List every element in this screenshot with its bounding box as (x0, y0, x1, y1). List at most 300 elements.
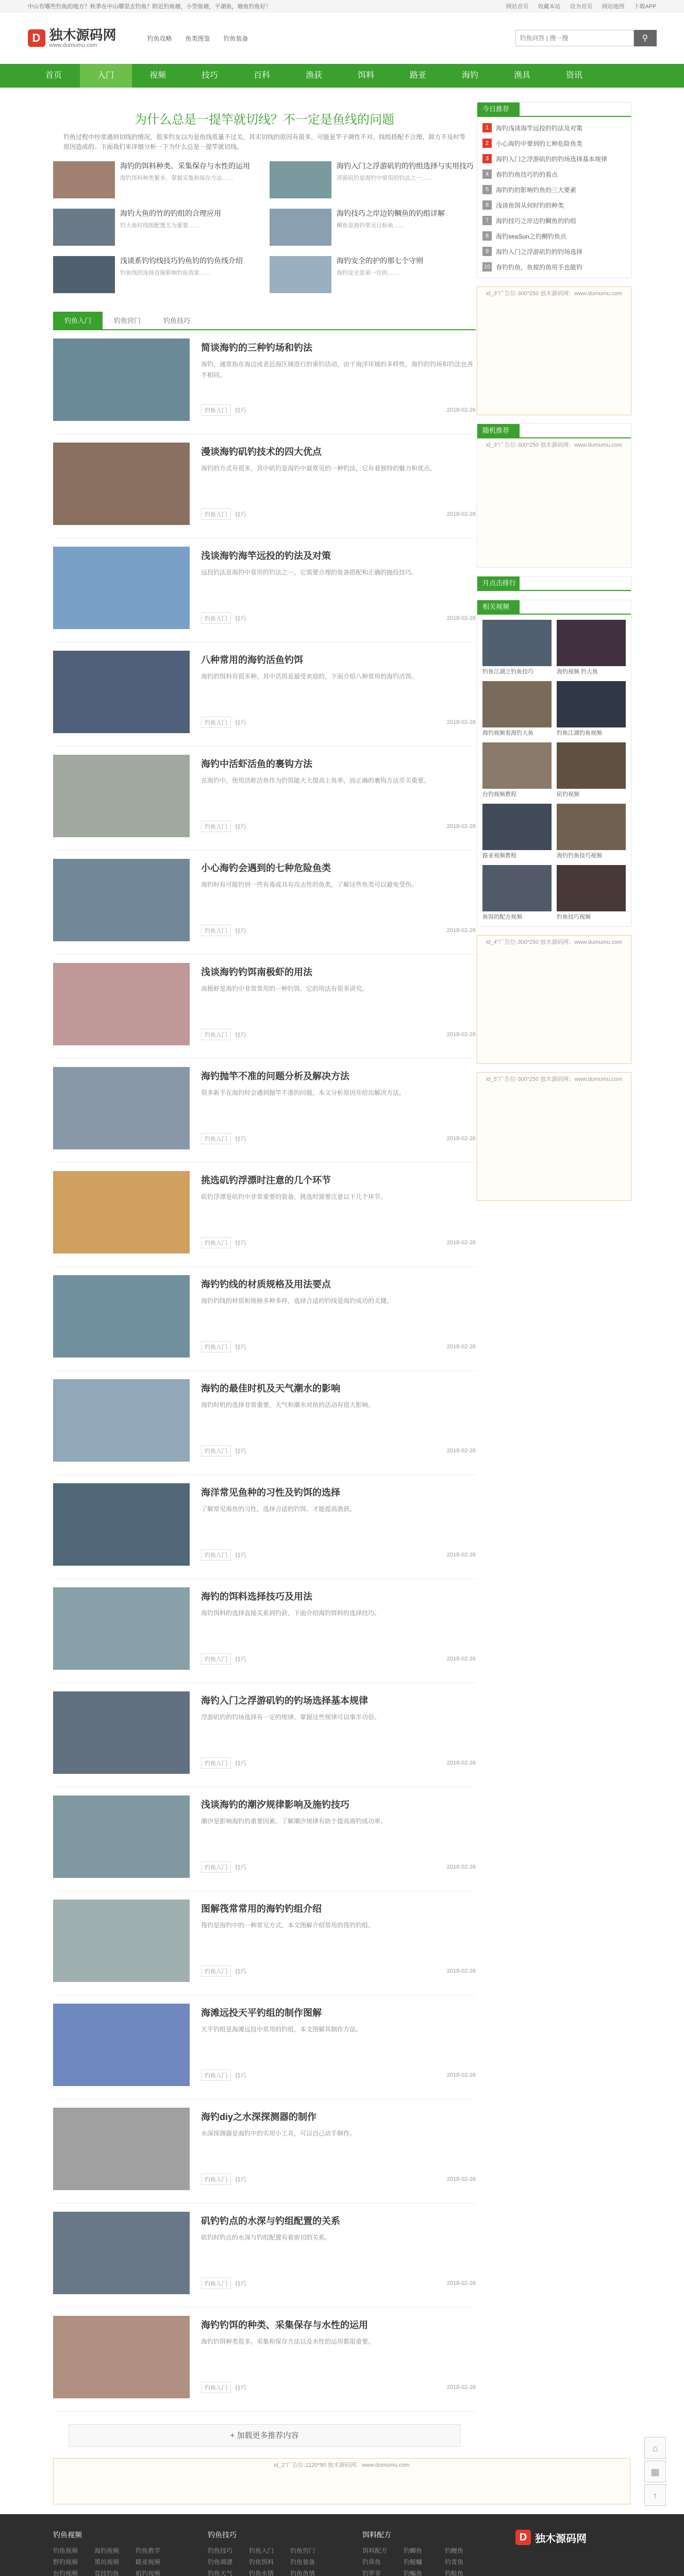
intro-text: 钓鱼过程中经常遇到切线的情况，很多钓友以为是鱼线质量不过关，其实切线的原因有很多，可能是竿子调性不对、线组搭配不合理、卸力不及时等原因造成的。下面我们来详细分析一下为什么总是一提竿就切线。 (63, 133, 466, 150)
hot-item[interactable] (482, 151, 626, 166)
ad-side-4[interactable] (477, 1072, 631, 1201)
article-item[interactable] (53, 538, 476, 642)
footer-link[interactable]: 钓鱼天气 (208, 2570, 233, 2576)
article-item[interactable] (53, 2099, 476, 2204)
article-category[interactable]: 技巧 (235, 1344, 246, 1350)
site-logo[interactable] (28, 28, 116, 48)
article-title[interactable]: 海钓抛竿不准的问题分析及解决方法 (201, 1071, 349, 1081)
tab-intro[interactable]: 钓鱼入门 (53, 312, 103, 329)
article-tag[interactable]: 钓鱼入门 (201, 1133, 231, 1144)
article-title[interactable]: 海滩远投天平钓组的制作图解 (201, 2008, 322, 2018)
video-thumb (557, 742, 626, 789)
article-tag[interactable]: 钓鱼入门 (201, 613, 231, 624)
footer-link[interactable]: 海钓视频 (94, 2547, 120, 2554)
article-category[interactable]: 技巧 (235, 1552, 246, 1558)
footer-link[interactable]: 台钓视频 (53, 2570, 78, 2576)
monthly-box (477, 576, 631, 591)
header-link[interactable]: 鱼类图鉴 (185, 35, 210, 42)
article-date: 2018-02-26 (446, 1344, 476, 1350)
hot-item[interactable] (482, 166, 626, 182)
featured-desc: 海钓安全是第一位的…… (337, 270, 399, 276)
article-category[interactable]: 技巧 (235, 720, 246, 726)
article-category[interactable]: 技巧 (235, 512, 246, 518)
article-title[interactable]: 八种常用的海钓活鱼钓饵 (201, 655, 303, 665)
article-item[interactable] (53, 434, 476, 538)
qrcode-icon[interactable]: ▦ (644, 2461, 666, 2482)
hot-rank: 5 (482, 185, 492, 194)
article-thumb[interactable] (53, 1483, 190, 1566)
video-thumb (557, 681, 626, 727)
article-thumb[interactable] (53, 755, 190, 837)
article-date: 2018-02-26 (446, 1448, 476, 1454)
article-tag[interactable]: 钓鱼入门 (201, 1549, 231, 1561)
article-thumb[interactable] (53, 1795, 190, 1878)
nav-tips[interactable]: 技巧 (201, 71, 218, 80)
article-thumb[interactable] (53, 338, 190, 421)
footer-link[interactable]: 钓鲫鱼 (404, 2547, 423, 2554)
article-tag[interactable]: 钓鱼入门 (201, 2382, 231, 2393)
ad-side-1-text: id_3"广告位-300*250 独木源码网：www.dumumu.com (486, 291, 623, 297)
featured-item[interactable] (53, 209, 259, 247)
hot-item[interactable] (482, 135, 626, 151)
article-date: 2018-02-26 (446, 1968, 476, 1974)
article-date: 2018-02-26 (446, 823, 476, 829)
search-button[interactable] (634, 30, 657, 46)
article-title[interactable]: 海钓diy之水深探测器的制作 (201, 2112, 317, 2122)
featured-title[interactable]: 浅谈系钓钓线技巧钓鱼钓的钓鱼线介绍 (120, 257, 243, 265)
article-desc: 海钓饵料的选择直接关系到钓获，下面介绍海钓饵料的选择技巧。 (201, 1609, 381, 1617)
hot-rank: 7 (482, 216, 492, 225)
article-desc: 了解常见海鱼的习性，选择合适的钓饵，才能提高渔获。 (201, 1505, 356, 1513)
article-date: 2018-02-26 (446, 1240, 476, 1246)
search-icon: ⚲ (642, 34, 648, 43)
video-item[interactable] (557, 804, 626, 860)
article-date: 2018-02-26 (446, 1552, 476, 1558)
article-item[interactable] (53, 1163, 476, 1267)
featured-thumb (270, 161, 331, 198)
article-title[interactable]: 简谈海钓的三种钓场和钓法 (201, 343, 312, 353)
article-item[interactable] (53, 642, 476, 747)
footer-link[interactable]: 钓罗非 (362, 2570, 381, 2576)
hot-item[interactable] (482, 197, 626, 213)
article-date: 2018-02-26 (446, 1656, 476, 1662)
hot-item[interactable] (482, 120, 626, 135)
article-desc: 海钓的饵料有很多种，其中活饵是最受欢迎的，下面介绍八种常用的海钓活饵。 (201, 673, 418, 680)
footer-link[interactable]: 钓鱼鱼情 (290, 2570, 315, 2576)
article-tag[interactable]: 钓鱼入门 (201, 925, 231, 936)
article-title[interactable]: 图解筏常常用的海钓钓组介绍 (201, 1904, 322, 1914)
nav-bait[interactable]: 饵料 (357, 71, 374, 80)
article-item[interactable] (53, 1683, 476, 1787)
article-title[interactable]: 海钓入门之浮游矶钓的钓场选择基本规律 (201, 1696, 368, 1706)
nav-video[interactable]: 视频 (149, 71, 166, 80)
article-thumb[interactable] (53, 651, 190, 733)
article-item[interactable] (53, 1475, 476, 1579)
article-category[interactable]: 技巧 (235, 1865, 246, 1871)
footer-link[interactable]: 钓鱼装备 (290, 2558, 315, 2566)
article-date: 2018-02-26 (446, 927, 476, 934)
footer-column-title: 钓鱼技巧 (208, 2531, 237, 2539)
article-item[interactable] (53, 851, 476, 955)
video-label: 钓鱼技巧视频 (557, 914, 591, 920)
hot-item[interactable] (482, 213, 626, 228)
video-item[interactable] (557, 865, 626, 921)
plus-icon: + (230, 2431, 237, 2440)
home-icon[interactable]: ⌂ (644, 2437, 666, 2459)
tab-tricks[interactable]: 钓鱼窍门 (114, 317, 141, 325)
search-box (515, 30, 657, 46)
nav-catch[interactable]: 渔获 (305, 71, 322, 80)
video-item[interactable] (557, 681, 626, 737)
hot-item-label: 春钓钓鱼，鱼搅的鱼用手也能钓 (496, 263, 583, 271)
article-title[interactable]: 浅谈海钓海竿远投的钓法及对策 (201, 551, 331, 561)
load-more-button[interactable] (69, 2424, 460, 2447)
article-category[interactable]: 技巧 (235, 824, 246, 830)
ad-banner-bottom[interactable] (53, 2458, 630, 2504)
article-desc: 远投钓法是海钓中常用的钓法之一，它需要合理的装备搭配和正确的抛投技巧。 (201, 569, 418, 576)
video-item[interactable] (482, 865, 552, 921)
article-category[interactable]: 技巧 (235, 1032, 246, 1038)
hot-item-label: 海钓技巧之岸边钓鲷鱼的钓组 (496, 217, 577, 225)
hot-rank: 8 (482, 231, 492, 241)
top-link-home[interactable]: 网站首页 (506, 4, 529, 10)
featured-item[interactable] (53, 256, 259, 294)
article-desc: 潮汐是影响海钓的重要因素，了解潮汐规律有助于提高海钓成功率。 (201, 1818, 387, 1825)
video-thumb (557, 620, 626, 666)
article-thumb[interactable] (53, 963, 190, 1045)
footer-link[interactable]: 饵料配方 (362, 2547, 388, 2554)
article-item[interactable] (53, 955, 476, 1059)
article-date: 2018-02-26 (446, 615, 476, 621)
article-title[interactable]: 海钓钓饵的种类、采集保存与水性的运用 (201, 2320, 368, 2330)
article-list (53, 330, 476, 2412)
ad-side-3[interactable] (477, 935, 631, 1064)
footer-link[interactable]: 钓鱼视频 (53, 2547, 78, 2554)
video-thumb (557, 804, 626, 850)
article-title[interactable]: 矶钓钓点的水深与钓组配置的关系 (201, 2216, 340, 2226)
featured-item[interactable] (53, 161, 259, 199)
featured-item[interactable] (270, 161, 476, 199)
article-category[interactable]: 技巧 (235, 616, 246, 622)
video-title: 相关视频 (477, 600, 520, 614)
hot-item[interactable] (482, 228, 626, 244)
ad-side-4-text: id_5"广告位-300*250 独木源码网：www.dumumu.com (486, 1076, 623, 1082)
video-label: 鱼饵的配方视频 (482, 914, 522, 920)
video-label: 台钓视频教程 (482, 791, 516, 798)
footer-link[interactable]: 路亚视频 (136, 2558, 161, 2566)
article-date: 2018-02-26 (446, 2072, 476, 2078)
random-title: 随机推荐 (477, 424, 520, 437)
featured-desc: 浮游矶钓是海钓中常用的钓法之一…… (337, 175, 433, 181)
random-box (477, 423, 631, 568)
article-thumb[interactable] (53, 443, 190, 525)
hot-item-label: 海钓浅谈海竿远投的钓法及对策 (496, 124, 583, 132)
video-label: 钓鱼江湖钓鱼视频 (557, 730, 602, 736)
featured-list (53, 161, 476, 294)
featured-thumb (270, 209, 331, 246)
header (0, 12, 684, 64)
article-date: 2018-02-26 (446, 1760, 476, 1766)
featured-desc: 海钓饵料种类繁多，掌握采集和保存方法…… (120, 175, 233, 181)
article-date: 2018-02-26 (446, 1864, 476, 1870)
tab-skills[interactable]: 钓鱼技巧 (163, 317, 191, 325)
article-category[interactable]: 技巧 (235, 1760, 246, 1767)
article-item[interactable] (53, 1371, 476, 1475)
article-tag[interactable]: 钓鱼入门 (201, 1445, 231, 1456)
ad-side-1[interactable] (477, 286, 631, 415)
article-title[interactable]: 海钓钓线的材质规格及用法要点 (201, 1279, 331, 1290)
footer-link[interactable]: 钓鱼技巧 (208, 2547, 233, 2554)
article-date: 2018-02-26 (446, 511, 476, 517)
video-label: 海钓钓鱼技巧视频 (557, 853, 602, 859)
video-item[interactable] (482, 742, 552, 799)
featured-title[interactable]: 海钓入门之浮游矶钓的钓组选择与实用技巧 (337, 162, 474, 170)
logo-text: 独木源码网 (49, 27, 116, 43)
article-date: 2018-02-26 (446, 2384, 476, 2391)
footer-link[interactable]: 钓鱼饵料 (249, 2558, 274, 2566)
video-item[interactable] (482, 681, 552, 737)
monthly-title: 月点击排行 (477, 577, 520, 590)
article-category[interactable]: 技巧 (235, 2281, 246, 2287)
video-box (477, 600, 631, 927)
hot-rank: 10 (482, 262, 492, 272)
footer-link[interactable]: 钓鱼水情 (249, 2570, 274, 2576)
video-label: 钓鱼江湖之钓鱼技巧 (482, 669, 533, 675)
article-desc: 海钓钓线的材质和规格多种多样，选择合适的钓线是海钓成功的关键。 (201, 1297, 393, 1304)
footer-link[interactable]: 钓鱼窍门 (290, 2547, 315, 2554)
nav-gear[interactable]: 渔具 (513, 71, 530, 80)
top-link-sitemap[interactable]: 网站地图 (602, 4, 625, 10)
article-item[interactable] (53, 1995, 476, 2099)
article-tag[interactable]: 钓鱼入门 (201, 821, 231, 832)
featured-item[interactable] (270, 209, 476, 247)
article-thumb[interactable] (53, 1900, 190, 1982)
article-category[interactable]: 技巧 (235, 2385, 246, 2391)
article-item[interactable] (53, 1059, 476, 1163)
floating-tools (644, 2437, 666, 2508)
article-tabs (53, 312, 476, 330)
footer-column-title: 饵料配方 (362, 2531, 391, 2539)
article-item[interactable] (53, 1579, 476, 1683)
video-label: 海钓视频看海钓大鱼 (482, 730, 533, 736)
header-link[interactable]: 钓鱼攻略 (147, 35, 172, 42)
article-tag[interactable]: 钓鱼入门 (201, 1029, 231, 1040)
article-thumb[interactable] (53, 2316, 190, 2398)
video-thumb (482, 620, 552, 666)
article-desc: 筏钓是海钓中的一种常见方式，本文图解介绍常用的筏钓钓组。 (201, 1922, 375, 1929)
featured-item[interactable] (270, 256, 476, 294)
article-thumb[interactable] (53, 1691, 190, 1774)
search-input[interactable] (515, 30, 634, 46)
article-title[interactable]: 海钓的最佳时机及天气潮水的影响 (201, 1383, 340, 1394)
article-thumb[interactable] (53, 1171, 190, 1253)
article-tag[interactable]: 钓鱼入门 (201, 1341, 231, 1352)
top-notice: 中山有哪些钓鱼的地方？秋季在中山哪里去钓鱼？附近钓鱼塘，小型鱼塘，平湖鱼，塘鱼钓鱼好！ (27, 4, 272, 10)
footer-link[interactable]: 黑坑视频 (94, 2558, 120, 2566)
featured-title[interactable]: 海钓的饵料种类、采集保存与水性的运用 (120, 162, 250, 170)
article-desc: 海钓时机的选择非常重要，天气和潮水对鱼的活动有很大影响。 (201, 1401, 375, 1409)
footer-column (362, 2530, 496, 2576)
video-thumb (557, 865, 626, 911)
intro-title[interactable]: 为什么总是一提竿就切线？不一定是鱼线的问题 (135, 113, 394, 127)
featured-thumb (53, 256, 115, 293)
article-thumb[interactable] (53, 2212, 190, 2294)
nav-wiki[interactable]: 百科 (253, 71, 270, 80)
hot-title: 今日推荐 (477, 103, 520, 116)
featured-desc: 钓鱼线的选择直接影响钓鱼效果…… (120, 270, 211, 276)
hot-item[interactable] (482, 182, 626, 197)
article-item[interactable] (53, 1787, 476, 1891)
article-tag[interactable]: 钓鱼入门 (201, 1757, 231, 1769)
article-title[interactable]: 浅谈海钓的潮汐规律影响及施钓技巧 (201, 1800, 349, 1810)
nav-sea[interactable]: 海钓 (461, 71, 478, 80)
footer-link[interactable]: 钓鲤鱼 (445, 2547, 464, 2554)
article-desc: 天平钓组是海滩远投中常用的钓组，本文图解其制作方法。 (201, 2026, 362, 2033)
video-item[interactable] (482, 620, 552, 676)
video-item[interactable] (557, 742, 626, 799)
article-tag[interactable]: 钓鱼入门 (201, 2070, 231, 2081)
video-label: 矶钓视频 (557, 791, 579, 798)
article-title[interactable]: 漫谈海钓矶钓技术的四大优点 (201, 447, 322, 457)
article-date: 2018-02-26 (446, 719, 476, 725)
article-thumb[interactable] (53, 2108, 190, 2190)
article-thumb[interactable] (53, 547, 190, 629)
top-link-app[interactable]: 下载APP (633, 4, 657, 10)
footer-link[interactable]: 钓青鱼 (445, 2558, 464, 2566)
logo-domain: www.dumumu.com (49, 42, 97, 48)
load-more-label: 加载更多推荐内容 (237, 2431, 299, 2440)
featured-thumb (53, 209, 115, 246)
footer-link[interactable]: 竞技钓鱼 (94, 2570, 120, 2576)
footer-link[interactable]: 钓鱼入门 (249, 2547, 274, 2554)
main-nav (0, 64, 684, 88)
article-title[interactable]: 挑选矶钓浮漂时注意的几个环节 (201, 1175, 331, 1185)
article-title[interactable]: 海钓中活虾活鱼的裹钩方法 (201, 759, 312, 769)
article-title[interactable]: 浅谈海钓钓饵南极虾的用法 (201, 967, 312, 977)
article-tag[interactable]: 钓鱼入门 (201, 717, 231, 728)
article-title[interactable]: 海洋常见鱼种的习性及钓饵的选择 (201, 1487, 340, 1498)
featured-title[interactable]: 海钓安全的护的那七个守则 (337, 257, 423, 265)
footer-column-title: 钓鱼视频 (53, 2531, 82, 2539)
article-category[interactable]: 技巧 (235, 928, 246, 934)
article-thumb[interactable] (53, 1067, 190, 1149)
nav-lure[interactable]: 路亚 (409, 71, 426, 80)
video-label: 海钓视频 钓大鱼 (557, 669, 598, 675)
footer-logo-text: 独木源码网 (535, 2533, 587, 2545)
footer-link[interactable]: 矶钓视频 (136, 2570, 161, 2576)
featured-title[interactable]: 海钓大鱼的竹的钓组的合理应用 (120, 209, 221, 217)
logo-icon: D (28, 29, 45, 47)
nav-intro[interactable]: 入门 (80, 64, 132, 88)
article-category[interactable]: 技巧 (235, 1656, 246, 1663)
article-desc: 矶钓浮漂是矶钓中非常重要的装备，挑选时需要注意以下几个环节。 (201, 1193, 387, 1200)
ad-side-2[interactable] (477, 438, 631, 567)
hot-item-label: 海钓入门之浮游矶钓的钓场选择 (496, 248, 583, 256)
ad-banner-text: id_2"广告位-1120*90 独木源码网：www.dumumu.com (274, 2462, 410, 2468)
hot-item-label: 海钓入门之浮游矶钓的钓场选择基本规律 (496, 155, 608, 163)
article-tag[interactable]: 钓鱼入门 (201, 2278, 231, 2289)
footer-link[interactable]: 钓鲶鱼 (445, 2570, 464, 2576)
article-item[interactable] (53, 2308, 476, 2412)
main-column (53, 102, 476, 2504)
footer-column (208, 2530, 342, 2576)
article-thumb[interactable] (53, 859, 190, 941)
article-item[interactable] (53, 747, 476, 851)
hot-list (477, 117, 631, 278)
article-tag[interactable]: 钓鱼入门 (201, 1653, 231, 1665)
footer-link[interactable]: 野钓视频 (53, 2558, 78, 2566)
article-title[interactable]: 小心海钓会遇到的七种危险鱼类 (201, 863, 331, 873)
article-tag[interactable]: 钓鱼入门 (201, 404, 231, 416)
article-category[interactable]: 技巧 (235, 1969, 246, 1975)
hot-item-label: 小心海钓中要到的七种危险鱼类 (496, 140, 583, 147)
footer-link[interactable]: 钓鱼教学 (136, 2547, 161, 2554)
footer-link[interactable]: 钓鳊鱼 (404, 2570, 423, 2576)
article-thumb[interactable] (53, 1587, 190, 1670)
nav-news[interactable]: 资讯 (565, 71, 582, 80)
article-item[interactable] (53, 1891, 476, 1995)
article-thumb[interactable] (53, 2004, 190, 2086)
footer-link[interactable]: 钓鲢鳙 (404, 2558, 423, 2566)
article-date: 2018-02-26 (446, 1136, 476, 1142)
article-category[interactable]: 技巧 (235, 1240, 246, 1246)
article-desc: 在海钓中，使用活虾活鱼作为钓饵能大大提高上鱼率，而正确的裹钩方法至关重要。 (201, 777, 430, 784)
article-title[interactable]: 海钓的饵料选择技巧及用法 (201, 1591, 312, 1602)
video-item[interactable] (482, 804, 552, 860)
hot-item-label: 春钓钓鱼技巧钓的看点 (496, 171, 558, 178)
article-thumb[interactable] (53, 1379, 190, 1462)
hot-item[interactable] (482, 244, 626, 259)
article-category[interactable]: 技巧 (235, 1136, 246, 1142)
hot-item[interactable] (482, 259, 626, 275)
footer-link[interactable]: 钓鱼调漂 (208, 2558, 233, 2566)
top-link-favorite[interactable]: 收藏本站 (538, 4, 561, 10)
article-tag[interactable]: 钓鱼入门 (201, 1237, 231, 1248)
article-category[interactable]: 技巧 (235, 408, 246, 414)
footer-link[interactable]: 钓草鱼 (362, 2558, 381, 2566)
article-tag[interactable]: 钓鱼入门 (201, 2174, 231, 2185)
article-item[interactable] (53, 2204, 476, 2308)
article-tag[interactable]: 钓鱼入门 (201, 509, 231, 520)
article-category[interactable]: 技巧 (235, 2073, 246, 2079)
featured-title[interactable]: 海钓技巧之岸边钓鲷鱼的钓组详解 (337, 209, 445, 217)
footer (0, 2514, 684, 2576)
article-category[interactable]: 技巧 (235, 2177, 246, 2183)
ad-side-2-text: id_3"广告位-300*250 独木源码网：www.dumumu.com (486, 442, 623, 448)
hot-rank: 2 (482, 139, 492, 148)
article-date: 2018-02-26 (446, 407, 476, 413)
nav-home[interactable]: 首页 (45, 71, 62, 80)
top-link-sethome[interactable]: 设为首页 (570, 4, 593, 10)
article-item[interactable] (53, 330, 476, 434)
header-link[interactable]: 钓鱼装备 (223, 35, 248, 42)
hot-rank: 3 (482, 154, 492, 163)
featured-thumb (270, 256, 331, 293)
back-to-top-icon[interactable]: ↑ (644, 2484, 666, 2506)
hot-rank: 1 (482, 123, 492, 132)
article-tag[interactable]: 钓鱼入门 (201, 1861, 231, 1873)
article-item[interactable] (53, 1267, 476, 1371)
article-category[interactable]: 技巧 (235, 1448, 246, 1454)
article-desc: 海钓的方式有很多，其中矶钓是海钓中最常见的一种钓法，它有着独特的魅力和优点。 (201, 465, 437, 472)
footer-logo-icon: D (515, 2530, 531, 2545)
video-item[interactable] (557, 620, 626, 676)
video-thumb (482, 865, 552, 911)
article-tag[interactable]: 钓鱼入门 (201, 1965, 231, 1977)
article-thumb[interactable] (53, 1275, 190, 1358)
article-desc: 海钓，通常指在海边或者近海区域进行的垂钓活动，由于海洋环境的多样性，海钓的钓场和钓法也各不相同。 (201, 361, 474, 379)
video-thumb (482, 681, 552, 727)
